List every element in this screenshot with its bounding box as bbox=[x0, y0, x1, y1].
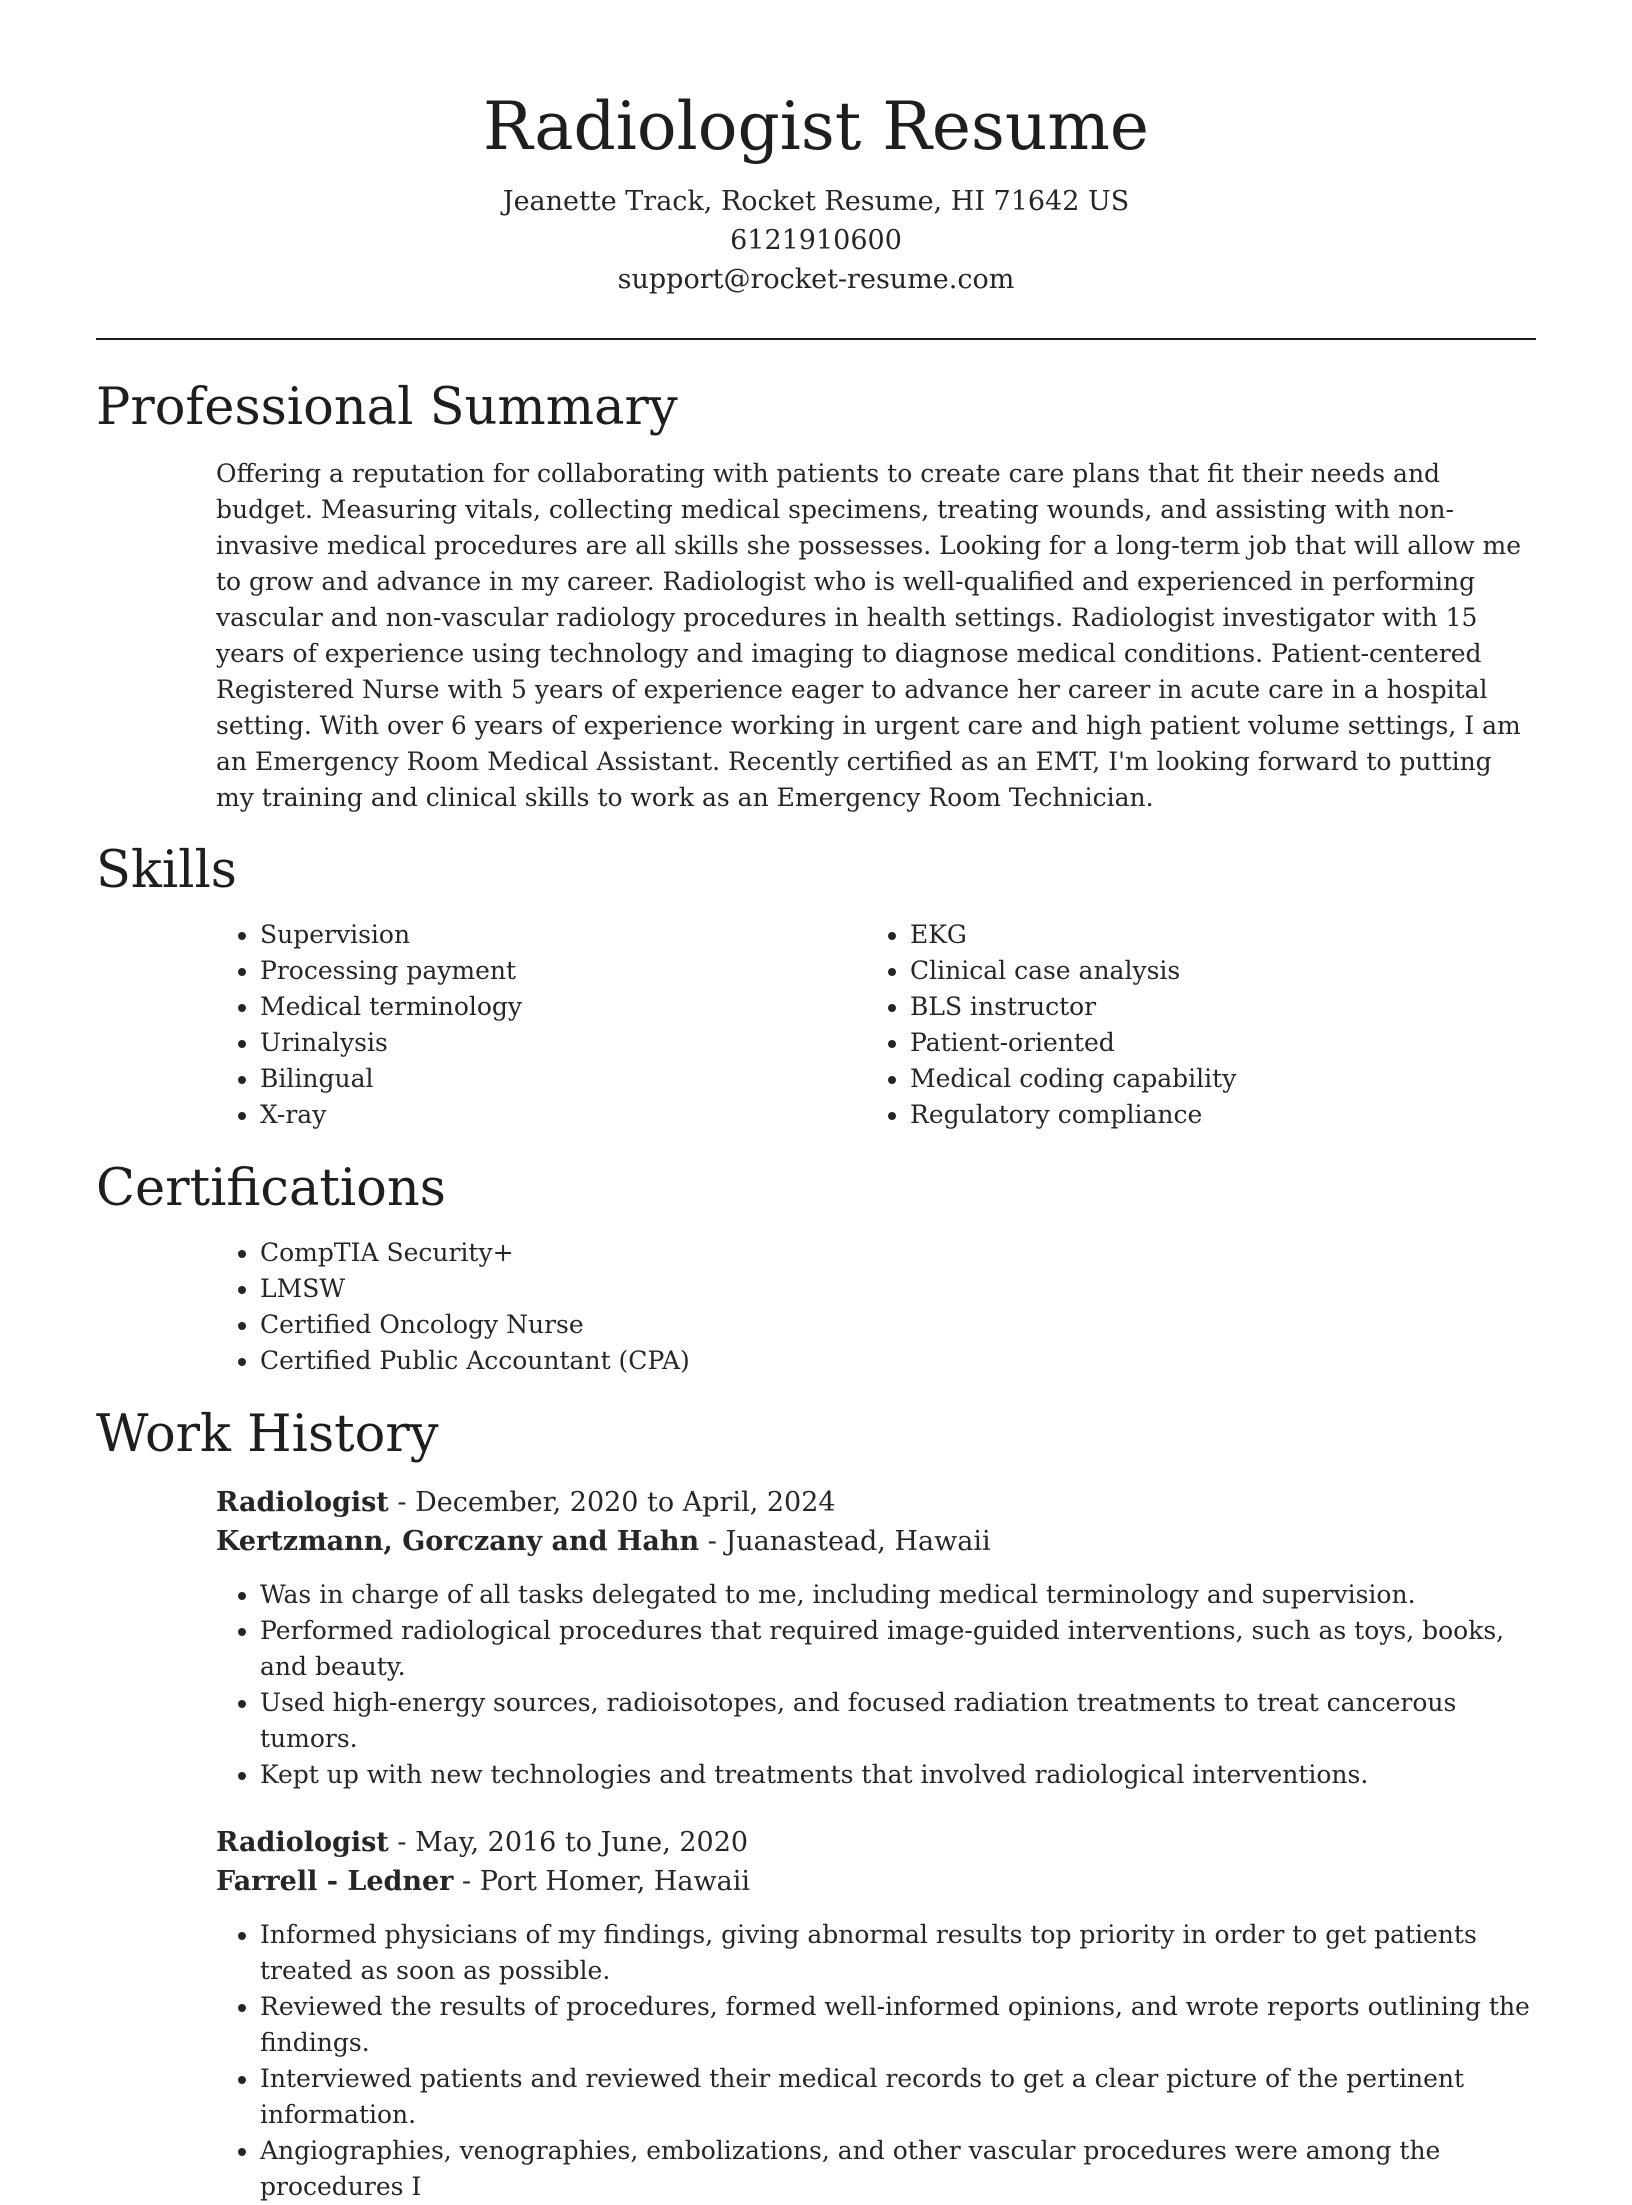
summary-heading: Professional Summary bbox=[96, 378, 678, 437]
skill-item: • Urinalysis bbox=[260, 1025, 866, 1061]
skill-item: • Supervision bbox=[260, 917, 866, 953]
job-bullets-wrap bbox=[216, 1577, 1536, 1793]
contact-email: support@rocket-resume.com bbox=[617, 264, 1015, 295]
skills-column-right bbox=[866, 917, 1516, 1133]
resume-page bbox=[96, 0, 1536, 2205]
job-bullets-wrap bbox=[216, 1917, 1536, 2205]
job-entry bbox=[216, 1823, 1536, 2205]
certification-item: • Certified Oncology Nurse bbox=[260, 1307, 1536, 1343]
job-location: - Port Homer, Hawaii bbox=[453, 1866, 750, 1897]
certification-item: • LMSW bbox=[260, 1271, 1536, 1307]
job-title: Radiologist bbox=[216, 1827, 389, 1858]
certification-item: • CompTIA Security+ bbox=[260, 1235, 1536, 1271]
work-history-section bbox=[96, 1403, 1536, 2205]
job-bullet: • Performed radiological procedures that required image-guided interventions, such as toys, books, and beauty. bbox=[260, 1613, 1536, 1685]
job-location: - Juanastead, Hawaii bbox=[699, 1526, 991, 1557]
job-bullet: • Was in charge of all tasks delegated to me, including medical terminology and supervision. bbox=[260, 1577, 1536, 1613]
certifications-list bbox=[216, 1235, 1536, 1379]
job-title: Radiologist bbox=[216, 1487, 389, 1518]
job-bullets bbox=[216, 1577, 1536, 1793]
certification-item: • Certified Public Accountant (CPA) bbox=[260, 1343, 1536, 1379]
certifications-heading: Certifications bbox=[96, 1159, 446, 1218]
skills-list-left bbox=[216, 917, 866, 1133]
skills-columns bbox=[216, 917, 1536, 1133]
summary-section bbox=[96, 376, 1536, 816]
skill-item: • Patient-oriented bbox=[910, 1025, 1516, 1061]
job-dates: - May, 2016 to June, 2020 bbox=[388, 1827, 749, 1858]
certifications-list-wrap bbox=[216, 1235, 1536, 1379]
job-bullet: • Kept up with new technologies and treatments that involved radiological interventions. bbox=[260, 1757, 1536, 1793]
contact-phone: 6121910600 bbox=[730, 225, 902, 256]
job-company: Farrell - Ledner bbox=[216, 1866, 454, 1897]
skills-heading: Skills bbox=[96, 841, 237, 900]
skills-column-left bbox=[216, 917, 866, 1133]
job-bullet: • Used high-energy sources, radioisotopes, and focused radiation treatments to treat cancerous tumors. bbox=[260, 1685, 1536, 1757]
skill-item: • Bilingual bbox=[260, 1061, 866, 1097]
job-company-line bbox=[216, 1522, 1536, 1561]
resume-title: Radiologist Resume bbox=[483, 88, 1149, 165]
skill-item: • X-ray bbox=[260, 1097, 866, 1133]
skill-item: • Clinical case analysis bbox=[910, 953, 1516, 989]
job-bullet: • Angiographies, venographies, embolizations, and other vascular procedures were among the procedures I bbox=[260, 2133, 1536, 2205]
job-entry bbox=[216, 1483, 1536, 1793]
job-company-line bbox=[216, 1862, 1536, 1901]
skills-section bbox=[96, 839, 1536, 1133]
resume-header bbox=[96, 0, 1536, 299]
job-bullets bbox=[216, 1917, 1536, 2205]
contact-address: Jeanette Track, Rocket Resume, HI 71642 US bbox=[502, 186, 1130, 217]
skill-item: • Regulatory compliance bbox=[910, 1097, 1516, 1133]
job-bullet: • Informed physicians of my findings, giving abnormal results top priority in order to get patients treated as soon as possible. bbox=[260, 1917, 1536, 1989]
summary-text: Offering a reputation for collaborating with patients to create care plans that fit their needs and budget. Measuring vitals, collecting medical specimens, treating wounds, and assisting with non-invasive medical procedures are all skills she possesses. Looking for a long-term job that will allow me to grow and advance in my career. Radiologist who is well-qualified and experienced in performing vascular and non-vascular radiology procedures in health settings. Radiologist investigator with 15 years of experience using technology and imaging to diagnose medical conditions. Patient-centered Registered Nurse with 5 years of experience eager to advance her career in acute care in a hospital setting. With over 6 years of experience working in urgent care and high patient volume settings, I am an Emergency Room Medical Assistant. Recently certified as an EMT, I'm looking forward to putting my training and clinical skills to work as an Emergency Room Technician. bbox=[216, 459, 1522, 812]
skill-item: • EKG bbox=[910, 917, 1516, 953]
skill-item: • BLS instructor bbox=[910, 989, 1516, 1025]
job-title-line bbox=[216, 1483, 1536, 1522]
skill-item: • Medical terminology bbox=[260, 989, 866, 1025]
job-company: Kertzmann, Gorczany and Hahn bbox=[216, 1526, 700, 1557]
header-divider bbox=[96, 338, 1536, 340]
job-dates: - December, 2020 to April, 2024 bbox=[388, 1487, 836, 1518]
job-bullet: • Reviewed the results of procedures, formed well-informed opinions, and wrote reports outlining the findings. bbox=[260, 1989, 1536, 2061]
skills-list-right bbox=[866, 917, 1516, 1133]
certifications-section bbox=[96, 1157, 1536, 1379]
job-bullet: • Interviewed patients and reviewed their medical records to get a clear picture of the pertinent information. bbox=[260, 2061, 1536, 2133]
skill-item: • Medical coding capability bbox=[910, 1061, 1516, 1097]
work-history-heading: Work History bbox=[96, 1405, 439, 1464]
skill-item: • Processing payment bbox=[260, 953, 866, 989]
contact-info bbox=[96, 182, 1536, 299]
job-title-line bbox=[216, 1823, 1536, 1862]
